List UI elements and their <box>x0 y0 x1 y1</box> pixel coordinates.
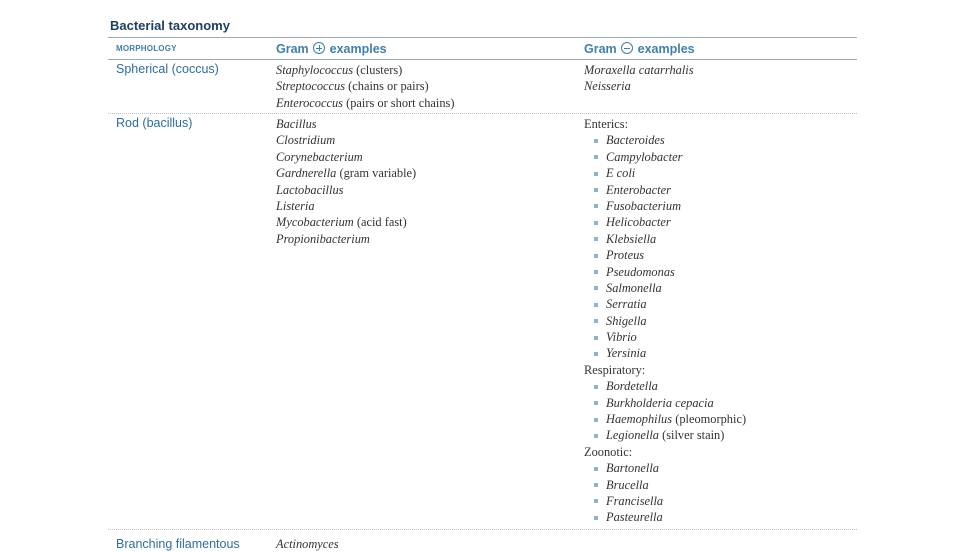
header-top-rule <box>108 37 857 38</box>
list-item: Brucella <box>584 477 746 493</box>
morphology-next-cut <box>116 533 276 551</box>
list-item: Bordetella <box>584 378 746 394</box>
header-gram-positive-prefix: Gram <box>276 42 309 56</box>
list-item: Mycobacterium (acid fast) <box>276 215 407 230</box>
list-item: Gardnerella (gram variable) <box>276 166 417 181</box>
list-item: Bacteroides <box>584 132 746 148</box>
gram-negative-icon <box>621 42 633 54</box>
row-divider <box>108 113 857 114</box>
list-item: Enterobacter <box>584 182 746 198</box>
bacillus-gram-positive-list <box>276 116 416 247</box>
table-title: Bacterial taxonomy <box>110 18 230 33</box>
header-gram-negative <box>584 42 695 56</box>
group-label-respiratory: Respiratory: <box>584 362 646 377</box>
list-item: Francisella <box>584 493 746 509</box>
list-item: Vibrio <box>584 329 746 345</box>
group-label-zoonotic: Zoonotic: <box>584 444 633 459</box>
list-item: Legionella (silver stain) <box>584 427 746 443</box>
header-bottom-rule <box>108 59 857 60</box>
list-item: Moraxella catarrhalis <box>584 63 694 77</box>
list-item: Salmonella <box>584 280 746 296</box>
list-item: Haemophilus (pleomorphic) <box>584 411 746 427</box>
list-item: Propionibacterium <box>276 231 370 246</box>
gram-positive-icon <box>313 42 325 54</box>
bacillus-gram-negative-list <box>584 116 746 526</box>
list-item: Burkholderia cepacia <box>584 395 746 411</box>
list-item: Helicobacter <box>584 214 746 230</box>
header-gram-positive-suffix: examples <box>329 42 387 56</box>
coccus-gram-positive-list <box>276 62 454 111</box>
list-item: Pseudomonas <box>584 264 746 280</box>
list-item: Fusobacterium <box>584 198 746 214</box>
list-item: Klebsiella <box>584 231 746 247</box>
morphology-bacillus: Rod (bacillus) <box>116 116 193 130</box>
morphology-coccus: Spherical (coccus) <box>116 62 219 76</box>
list-item: Listeria <box>276 198 315 213</box>
list-item: Streptococcus (chains or pairs) <box>276 79 429 94</box>
list-item: Staphylococcus (clusters) <box>276 63 403 77</box>
list-item: Bacillus <box>276 117 317 131</box>
row-divider <box>108 529 857 530</box>
header-morphology: MORPHOLOGY <box>116 44 177 53</box>
list-item: Serratia <box>584 296 746 312</box>
next-gram-positive-cut <box>276 533 396 551</box>
list-item: Shigella <box>584 313 746 329</box>
morphology-branching: Branching filamentous <box>116 537 240 551</box>
header-gram-positive <box>276 42 387 56</box>
list-item: Enterococcus (pairs or short chains) <box>276 95 455 110</box>
list-item: Pasteurella <box>584 509 746 525</box>
list-item: Neisseria <box>584 79 631 94</box>
list-item: Clostridium <box>276 133 336 148</box>
list-item: Actinomyces <box>276 537 339 551</box>
list-item: Bartonella <box>584 460 746 476</box>
group-label-enterics: Enterics: <box>584 117 629 131</box>
header-gram-negative-prefix: Gram <box>584 42 617 56</box>
coccus-gram-negative-list <box>584 62 694 95</box>
list-item: Campylobacter <box>584 149 746 165</box>
list-item: Yersinia <box>584 345 746 361</box>
list-item: Proteus <box>584 247 746 263</box>
list-item: Corynebacterium <box>276 149 363 164</box>
list-item: Lactobacillus <box>276 182 344 197</box>
list-item: E coli <box>584 165 746 181</box>
header-gram-negative-suffix: examples <box>637 42 695 56</box>
